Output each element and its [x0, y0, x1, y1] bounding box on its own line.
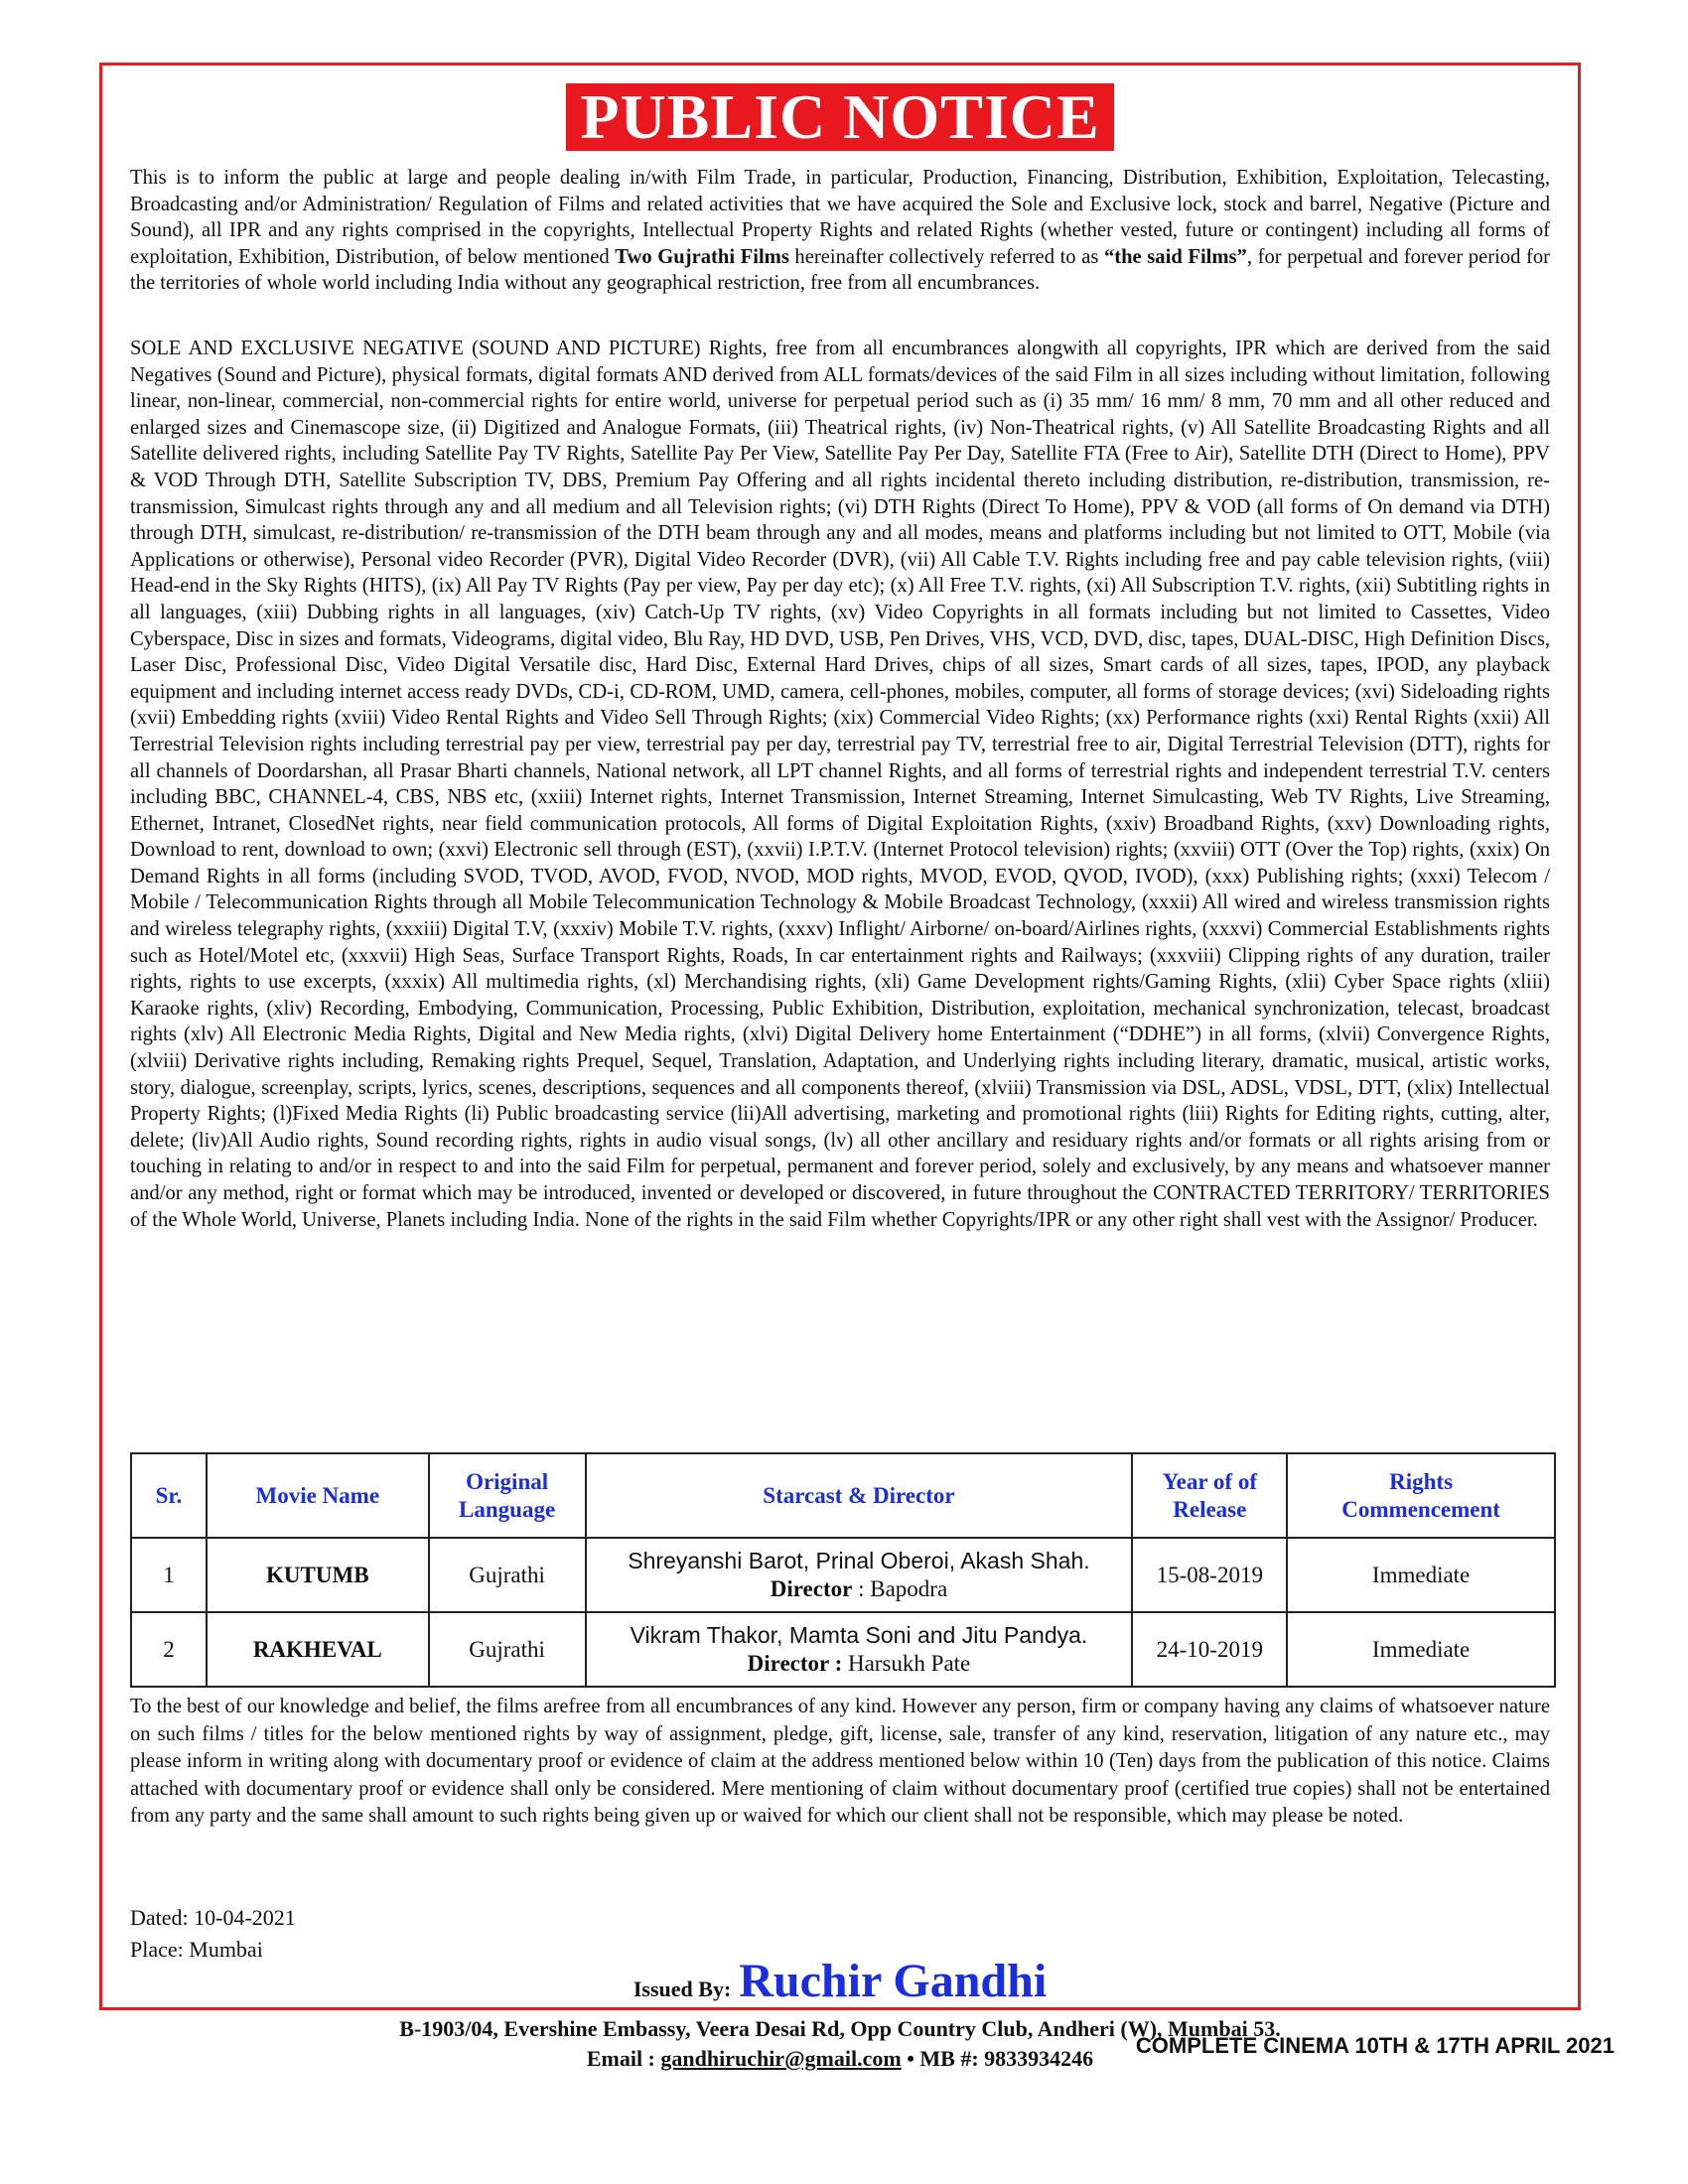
header-release: Year of of Release [1132, 1453, 1287, 1538]
table-header-row [131, 1453, 1555, 1538]
row-language: Gujrathi [429, 1538, 586, 1612]
header-movie-name: Movie Name [207, 1453, 429, 1538]
table-row [131, 1538, 1555, 1612]
row-sr: 1 [131, 1538, 207, 1612]
notice-title: PUBLIC NOTICE [566, 83, 1113, 151]
intro-start: This is to inform the public at large and people dealing in/with Film Trade, in particular, Production, Financing, Distribution, Exhibition, Exploitation, Telecasting, Broadcasting and/or Administration/ Regulation of Films and related activities that we have acquired the Sole and Exclusive lock, stock and barrel, Negative (Picture and Sound), all IPR and any rights comprised in the copyrights, Intellectual Property Rights and related Rights (whether vested, future or contingent) including all forms of exploitation, Exhibition, Distribution, of below mentioned [130, 167, 1550, 268]
intro-end: , for perpetual and forever period for the territories of whole world including India without any geographical restriction, free from all encumbrances. [130, 245, 1550, 295]
director-label: Director : [747, 1651, 843, 1676]
rights-paragraph: SOLE AND EXCLUSIVE NEGATIVE (SOUND AND PICTURE) Rights, free from all encumbrances alongwith all copyrights, IPR which are derived from the said Negatives (Sound and Picture), physical formats, digital formats AND derived from ALL formats/devices of the said Film in all sizes including without limitation, following linear, non-linear, commercial, non-commercial rights for entire world, universe for perpetual period such as (i) 35 mm/ 16 mm/ 8 mm, 70 mm and all other reduced and enlarged sizes and Cinemascope size, (ii) Digitized and Analogue Formats, (iii) Theatrical rights, (iv) Non-Theatrical rights, (v) All Satellite Broadcasting Rights and all Satellite delivered rights, including Satellite Pay TV Rights, Satellite Pay Per View, Satellite Pay Per Day, Satellite FTA (Free to Air), Satellite DTH (Direct to Home), PPV & VOD Through DTH, Satellite Subscription TV, DBS, Premium Pay Offering and all rights incidental thereto including distribution, re-distribution, transmission, re-transmission, Simulcast rights through any and all medium and all Television rights; (vi) DTH Rights (Direct To Home), PPV & VOD (all forms of On demand via DTH) through DTH, simulcast, re-distribution/ re-transmission of the DTH beam through any and all modes, means and platforms including but not limited to OTT, Mobile (via Applications or otherwise), Personal video Recorder (PVR), Digital Video Recorder (DVR), (vii) All Cable T.V. Rights including free and pay cable television rights, (viii) Head-end in the Sky Rights (HITS), (ix) All Pay TV Rights (Pay per view, Pay per day etc); (x) All Free T.V. rights, (xi) All Subscription T.V. rights, (xii) Subtitling rights in all languages, (xiii) Dubbing rights in all languages, (xiv) Catch-Up TV rights, (xv) Video Copyrights in all formats including but not limited to Cassettes, Video Cyberspace, Disc in sizes and formats, Videograms, digital video, Blu Ray, HD DVD, USB, Pen Drives, VHS, VCD, DVD, disc, tapes, DUAL-DISC, High Definition Discs, Laser Disc, Professional Disc, Video Digital Versatile disc, Hard Disc, External Hard Drives, chips of all sizes, Smart cards of all sizes, tapes, IPOD, any playback equipment and including internet access ready DVDs, CD-i, CD-ROM, UMD, camera, cell-phones, mobiles, computer, all forms of storage devices; (xvi) Sideloading rights (xvii) Embedding rights (xviii) Video Rental Rights and Video Sell Through Rights; (xix) Commercial Video Rights; (xx) Performance rights (xxi) Rental Rights (xxii) All Terrestrial Television rights including terrestrial pay per view, terrestrial pay per day, terrestrial pay TV, terrestrial free to air, Digital Terrestrial Television (DTT), rights for all channels of Doordarshan, all Prasar Bharti channels, National network, all LPT channel Rights, and all forms of terrestrial rights and independent terrestrial T.V. centers including BBC, CHANNEL-4, CBS, NBS etc, (xxiii) Internet rights, Internet Transmission, Internet Streaming, Internet Simulcasting, Web TV Rights, Live Streaming, Ethernet, Intranet, ClosedNet rights, near field communication protocols, All forms of Digital Exploitation Rights, (xxiv) Broadband Rights, (xxv) Downloading rights, Download to rent, download to own; (xxvi) Electronic sell through (EST), (xxvii) I.P.T.V. (Internet Protocol television) rights; (xxviii) OTT (Over the Top) rights, (xxix) On Demand Rights in all forms (including SVOD, TVOD, AVOD, FVOD, NVOD, MOD rights, MVOD, EVOD, QVOD, IVOD), (xxx) Publishing rights; (xxxi) Telecom / Mobile / Telecommunication Rights through all Mobile Telecommunication Technology & Mobile Broadcast Technology, (xxxii) All wired and wireless transmission rights and wireless telegraphy rights, (xxxiii) Digital T.V, (xxxiv) Mobile T.V. rights, (xxxv) Inflight/ Airborne/ on-board/Airlines rights, (xxxvi) Commercial Establishments rights such as Hotel/Motel etc, (xxxvii) High Seas, Surface Transport Rights, Roads, In car entertainment rights and Railways; (xxxviii) Clipping rights of any duration, trailer rights, rights to use excerpts, (xxxix) All multimedia rights, (xl) Merchandising rights, (xli) Game Development rights/Gaming Rights, (xlii) Cyber Space rights (xliii) Karaoke rights, (xliv) Recording, Embodying, Communication, Processing, Public Exhibition, Distribution, exploitation, mechanical synchronization, telecast, broadcast rights (xlv) All Electronic Media Rights, Digital and New Media rights, (xlvi) Digital Delivery home Entertainment (“DDHE”) in all forms, (xlvii) Convergence Rights, (xlviii) Derivative rights including, Remaking rights Prequel, Sequel, Translation, Adaptation, and Underlying rights including literary, dramatic, musical, artistic works, story, dialogue, screenplay, scripts, lyrics, scenes, descriptions, sequences and all components thereof, (xlviii) Transmission via DSL, ADSL, VDSL, DTT, (xlix) Intellectual Property Rights; (l)Fixed Media Rights (li) Public broadcasting service (lii)All advertising, marketing and promotional rights (liii) Rights for Editing rights, cutting, alter, delete; (liv)All Audio rights, Sound recording rights, rights in audio visual songs, (lv) all other ancillary and residuary rights and/or formats or all rights arising from or touching in relating to and/or in respect to and into the said Film for perpetual, permanent and forever period, solely and exclusively, by any means and whatsoever manner and/or any method, right or format which may be introduced, invented or developed or discovered, in future throughout the CONTRACTED TERRITORY/ TERRITORIES of the Whole World, Universe, Planets including India. None of the rights in the said Film whether Copyrights/IPR or any other right shall vest with the Assignor/ Producer. [130, 338, 1550, 1231]
films-table [130, 1452, 1556, 1688]
row-rights: Immediate [1287, 1612, 1555, 1687]
intro-mid: hereinafter collectively referred to as [788, 245, 1104, 268]
place: Place: Mumbai [130, 1937, 263, 1962]
row-rights: Immediate [1287, 1538, 1555, 1612]
row-starcast [586, 1538, 1133, 1612]
issued-by [102, 1954, 1578, 2008]
cast-names: Vikram Thakor, Mamta Soni and Jitu Pandya. [630, 1622, 1088, 1648]
row-language: Gujrathi [429, 1612, 586, 1687]
cast-names: Shreyanshi Barot, Prinal Oberoi, Akash Shah. [628, 1548, 1090, 1573]
row-movie: KUTUMB [207, 1538, 429, 1612]
intro-two-films: Two Gujrathi Films [615, 245, 789, 268]
email-label: Email : [586, 2046, 661, 2071]
row-movie: RAKHEVAL [207, 1612, 429, 1687]
director-name: : Bapodra [852, 1576, 948, 1601]
issued-by-label: Issued By: [633, 1977, 732, 2001]
header-sr: Sr. [131, 1453, 207, 1538]
row-release: 24-10-2019 [1132, 1612, 1287, 1687]
header-rights: Rights Commencement [1287, 1453, 1555, 1538]
header-starcast: Starcast & Director [586, 1453, 1133, 1538]
table-row [131, 1612, 1555, 1687]
row-sr: 2 [131, 1612, 207, 1687]
row-starcast [586, 1612, 1133, 1687]
intro-paragraph [130, 165, 1550, 297]
address: B-1903/04, Evershine Embassy, Veera Desai Rd, Opp Country Club, Andheri (W), Mumbai 53. [399, 2016, 1281, 2041]
intro-said-films: “the said Films” [1103, 245, 1247, 268]
title-wrap [102, 83, 1578, 151]
publication-footer: COMPLETE CINEMA 10TH & 17TH APRIL 2021 [1135, 2033, 1615, 2058]
email-link[interactable]: gandhiruchir@gmail.com [660, 2046, 902, 2071]
director-name: Harsukh Pate [842, 1651, 971, 1676]
director-label: Director [770, 1576, 853, 1601]
row-release: 15-08-2019 [1132, 1538, 1287, 1612]
header-language: Original Language [429, 1453, 586, 1538]
dated: Dated: 10-04-2021 [130, 1905, 296, 1930]
issuer-name: Ruchir Gandhi [739, 1955, 1048, 2007]
claims-paragraph: To the best of our knowledge and belief, the films arefree from all encumbrances of any kind. However any person, firm or company having any claims of whatsoever nature on such films / titles for the below mentioned rights by way of assignment, pledge, gift, license, sale, transfer of any kind, reservation, litigation of any nature etc., may please inform in writing along with documentary proof or evidence of claim at the address mentioned below within 10 (Ten) days from the publication of this notice. Claims attached with documentary proof or evidence shall only be considered. Mere mentioning of claim without documentary proof (certified true copies) shall not be entertained from any party and the same shall amount to such rights being given up or waived for which our client shall not be responsible, which may please be noted. [130, 1696, 1550, 1827]
mobile-number: • MB #: 9833934246 [901, 2046, 1094, 2071]
